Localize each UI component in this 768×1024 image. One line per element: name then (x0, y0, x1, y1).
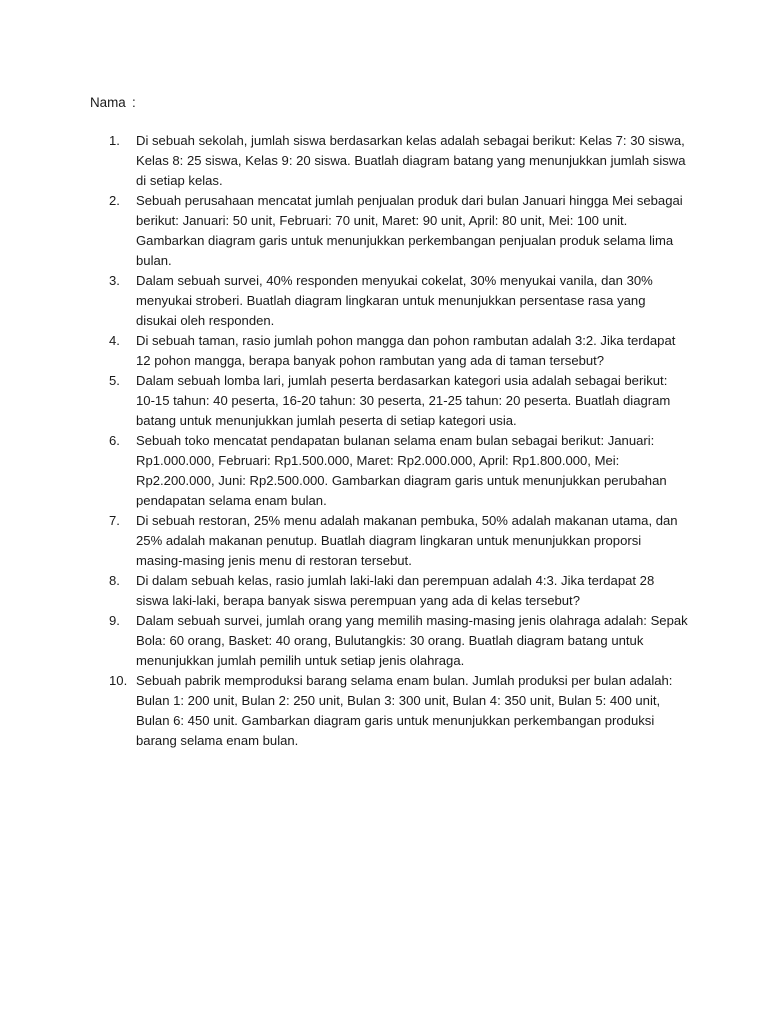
question-text: Di sebuah taman, rasio jumlah pohon mangga dan pohon rambutan adalah 3:2. Jika terdapat 12 pohon mangga, berapa banyak pohon rambutan yang ada di taman tersebut? (136, 333, 676, 368)
name-colon: : (132, 95, 136, 110)
question-text: Di sebuah sekolah, jumlah siswa berdasarkan kelas adalah sebagai berikut: Kelas 7: 30 siswa, Kelas 8: 25 siswa, Kelas 9: 20 siswa. Buatlah diagram batang yang menunjukkan jumlah siswa di setiap kelas. (136, 133, 686, 188)
question-item (90, 331, 688, 371)
question-item (90, 271, 688, 331)
question-text: Di sebuah restoran, 25% menu adalah makanan pembuka, 50% adalah makanan utama, dan 25% adalah makanan penutup. Buatlah diagram lingkaran untuk menunjukkan proporsi masing-masing jenis menu di restoran tersebut. (136, 513, 678, 568)
question-number: 8. (109, 573, 120, 588)
question-number: 4. (109, 333, 120, 348)
question-number: 7. (109, 513, 120, 528)
question-item (90, 371, 688, 431)
question-text: Dalam sebuah survei, 40% responden menyukai cokelat, 30% menyukai vanila, dan 30% menyukai stroberi. Buatlah diagram lingkaran untuk menunjukkan persentase rasa yang disukai oleh responden. (136, 273, 653, 328)
question-item (90, 431, 688, 511)
question-number: 2. (109, 193, 120, 208)
question-text: Dalam sebuah survei, jumlah orang yang memilih masing-masing jenis olahraga adalah: Sepak Bola: 60 orang, Basket: 40 orang, Bulutangkis: 30 orang. Buatlah diagram batang untuk menunjukkan jumlah pemilih untuk setiap jenis olahraga. (136, 613, 688, 668)
question-item (90, 611, 688, 671)
question-text: Sebuah perusahaan mencatat jumlah penjualan produk dari bulan Januari hingga Mei sebagai berikut: Januari: 50 unit, Februari: 70 unit, Maret: 90 unit, April: 80 unit, Mei: 100 unit. Gambarkan diagram garis untuk menunjukkan perkembangan penjualan produk selama lima bulan. (136, 193, 683, 268)
question-text: Sebuah pabrik memproduksi barang selama enam bulan. Jumlah produksi per bulan adalah: Bulan 1: 200 unit, Bulan 2: 250 unit, Bulan 3: 300 unit, Bulan 4: 350 unit, Bulan 5: 400 unit, Bulan 6: 450 unit. Gambarkan diagram garis untuk menunjukkan perkembangan produksi barang selama enam bulan. (136, 673, 673, 748)
name-label: Nama (90, 95, 126, 110)
question-number: 9. (109, 613, 120, 628)
question-item (90, 131, 688, 191)
question-item (90, 671, 688, 751)
question-number: 5. (109, 373, 120, 388)
question-text: Dalam sebuah lomba lari, jumlah peserta berdasarkan kategori usia adalah sebagai berikut: 10-15 tahun: 40 peserta, 16-20 tahun: 30 peserta, 21-25 tahun: 20 peserta. Buatlah diagram batang untuk menunjukkan jumlah peserta di setiap kategori usia. (136, 373, 671, 428)
question-list (90, 131, 688, 751)
question-item (90, 511, 688, 571)
question-number: 10. (109, 673, 128, 688)
question-number: 3. (109, 273, 120, 288)
question-number: 6. (109, 433, 120, 448)
question-text: Sebuah toko mencatat pendapatan bulanan selama enam bulan sebagai berikut: Januari: Rp1.000.000, Februari: Rp1.500.000, Maret: Rp2.000.000, April: Rp1.800.000, Mei: Rp2.200.000, Juni: Rp2.500.000. Gambarkan diagram garis untuk menunjukkan perubahan pendapatan selama enam bulan. (136, 433, 667, 508)
name-field-line (90, 93, 688, 113)
question-item (90, 191, 688, 271)
question-item (90, 571, 688, 611)
question-number: 1. (109, 133, 120, 148)
question-text: Di dalam sebuah kelas, rasio jumlah laki-laki dan perempuan adalah 4:3. Jika terdapat 28 siswa laki-laki, berapa banyak siswa perempuan yang ada di kelas tersebut? (136, 573, 655, 608)
